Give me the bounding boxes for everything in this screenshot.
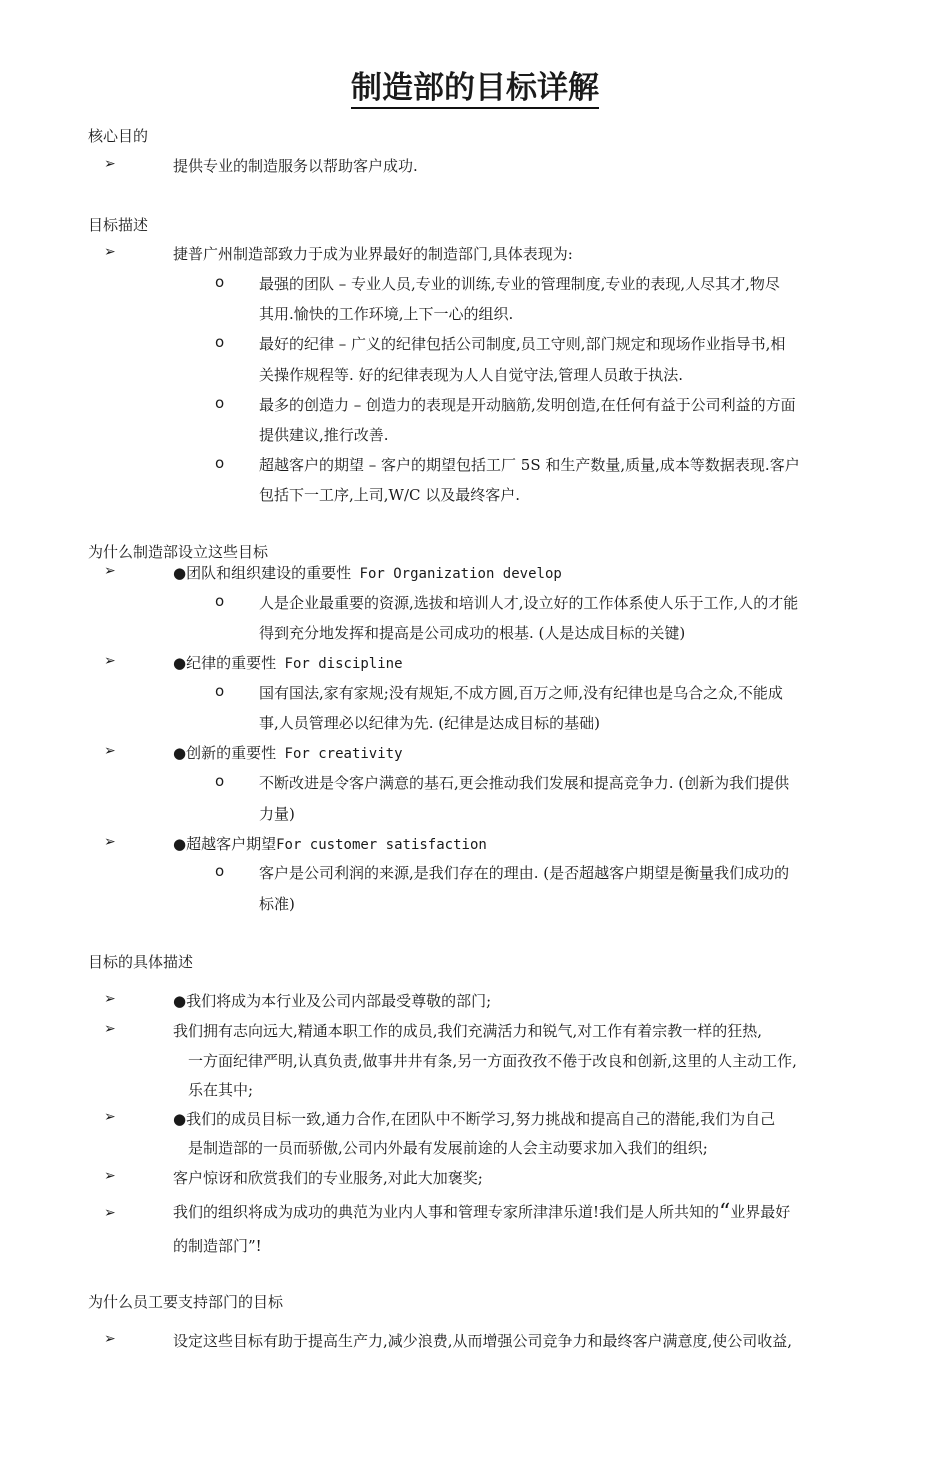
list-item: 客户惊讶和欣赏我们的专业服务,对此大加褒奖; [173, 1169, 483, 1187]
circle-bullet-icon: o [215, 394, 225, 412]
sub-item-line: 客户是公司利润的来源,是我们存在的理由. (是否超越客户期望是衡量我们成功的 [259, 864, 790, 882]
circle-bullet-icon: o [215, 454, 225, 472]
section-heading-goal-description: 目标描述 [88, 216, 149, 234]
arrow-bullet-icon: ➢ [104, 1205, 116, 1221]
list-item-continuation: 的制造部门”! [173, 1237, 262, 1255]
list-item: 我们拥有志向远大,精通本职工作的成员,我们充满活力和锐气,对工作有着宗教一样的狂热, [173, 1022, 763, 1040]
circle-bullet-icon: o [215, 772, 225, 790]
sub-item-line: 最强的团队 – 专业人员,专业的训练,专业的管理制度,专业的表现,人尽其才,物尽 [259, 275, 780, 293]
circle-bullet-icon: o [215, 273, 225, 291]
page-title: 制造部的目标详解 [0, 68, 950, 108]
circle-bullet-icon: o [215, 682, 225, 700]
sub-item-line: 标准) [259, 895, 295, 913]
circle-bullet-icon: o [215, 862, 225, 880]
sub-item-line: 事,人员管理必以纪律为先. (纪律是达成目标的基础) [259, 714, 601, 732]
arrow-bullet-icon: ➢ [104, 1168, 116, 1184]
list-item: ●创新的重要性 For creativity [173, 744, 403, 762]
sub-item-line: 力量) [259, 805, 295, 823]
list-item-continuation: 一方面纪律严明,认真负责,做事井井有条,另一方面孜孜不倦于改良和创新,这里的人主动工作, [188, 1052, 797, 1070]
arrow-bullet-icon: ➢ [104, 743, 116, 759]
sub-item-line: 提供建议,推行改善. [259, 426, 389, 444]
arrow-bullet-icon: ➢ [104, 1021, 116, 1037]
list-item: 提供专业的制造服务以帮助客户成功. [173, 157, 418, 175]
circle-bullet-icon: o [215, 592, 225, 610]
list-item: ●团队和组织建设的重要性 For Organization develop [173, 564, 562, 582]
sub-item-line: 最多的创造力 – 创造力的表现是开动脑筋,发明创造,在任何有益于公司利益的方面 [259, 396, 796, 414]
circle-bullet-icon: o [215, 333, 225, 351]
sub-item-line: 不断改进是令客户满意的基石,更会推动我们发展和提高竞争力. (创新为我们提供 [259, 774, 790, 792]
arrow-bullet-icon: ➢ [104, 563, 116, 579]
sub-item-line: 其用.愉快的工作环境,上下一心的组织. [259, 305, 514, 323]
sub-item-line: 得到充分地发挥和提高是公司成功的根基. (人是达成目标的关键) [259, 624, 686, 642]
list-item: ●超越客户期望For customer satisfaction [173, 835, 487, 853]
arrow-bullet-icon: ➢ [104, 1331, 116, 1347]
sub-item-line: 关操作规程等. 好的纪律表现为人人自觉守法,管理人员敢于执法. [259, 366, 684, 384]
sub-item-line: 国有国法,家有家规;没有规矩,不成方圆,百万之师,没有纪律也是乌合之众,不能成 [259, 684, 783, 702]
arrow-bullet-icon: ➢ [104, 834, 116, 850]
sub-item-line: 人是企业最重要的资源,选拔和培训人才,设立好的工作体系使人乐于工作,人的才能 [259, 594, 799, 612]
arrow-bullet-icon: ➢ [104, 244, 116, 260]
arrow-bullet-icon: ➢ [104, 156, 116, 172]
arrow-bullet-icon: ➢ [104, 991, 116, 1007]
list-item: 我们的组织将成为成功的典范为业内人事和管理专家所津津乐道!我们是人所共知的“业界最好 [173, 1200, 791, 1225]
list-item-continuation: 乐在其中; [188, 1081, 254, 1099]
list-item: ●我们的成员目标一致,通力合作,在团队中不断学习,努力挑战和提高自己的潜能,我们为自己 [173, 1110, 776, 1128]
list-item: 设定这些目标有助于提高生产力,减少浪费,从而增强公司竞争力和最终客户满意度,使公司收益, [173, 1332, 793, 1350]
list-item: ●纪律的重要性 For discipline [173, 654, 403, 672]
sub-item-line: 超越客户的期望 – 客户的期望包括工厂 5S 和生产数量,质量,成本等数据表现.客户 [259, 456, 800, 474]
list-item: 捷普广州制造部致力于成为业界最好的制造部门,具体表现为: [173, 245, 573, 263]
arrow-bullet-icon: ➢ [104, 653, 116, 669]
arrow-bullet-icon: ➢ [104, 1109, 116, 1125]
sub-item-line: 包括下一工序,上司,W/C 以及最终客户. [259, 486, 521, 504]
section-heading-specific: 目标的具体描述 [88, 953, 194, 971]
section-heading-core-purpose: 核心目的 [88, 127, 149, 145]
list-item-continuation: 是制造部的一员而骄傲,公司内外最有发展前途的人会主动要求加入我们的组织; [188, 1139, 708, 1157]
section-heading-why-support: 为什么员工要支持部门的目标 [88, 1293, 284, 1311]
sub-item-line: 最好的纪律 – 广义的纪律包括公司制度,员工守则,部门规定和现场作业指导书,相 [259, 335, 786, 353]
section-heading-why-goals: 为什么制造部设立这些目标 [88, 543, 269, 561]
list-item: ●我们将成为本行业及公司内部最受尊敬的部门; [173, 992, 492, 1010]
